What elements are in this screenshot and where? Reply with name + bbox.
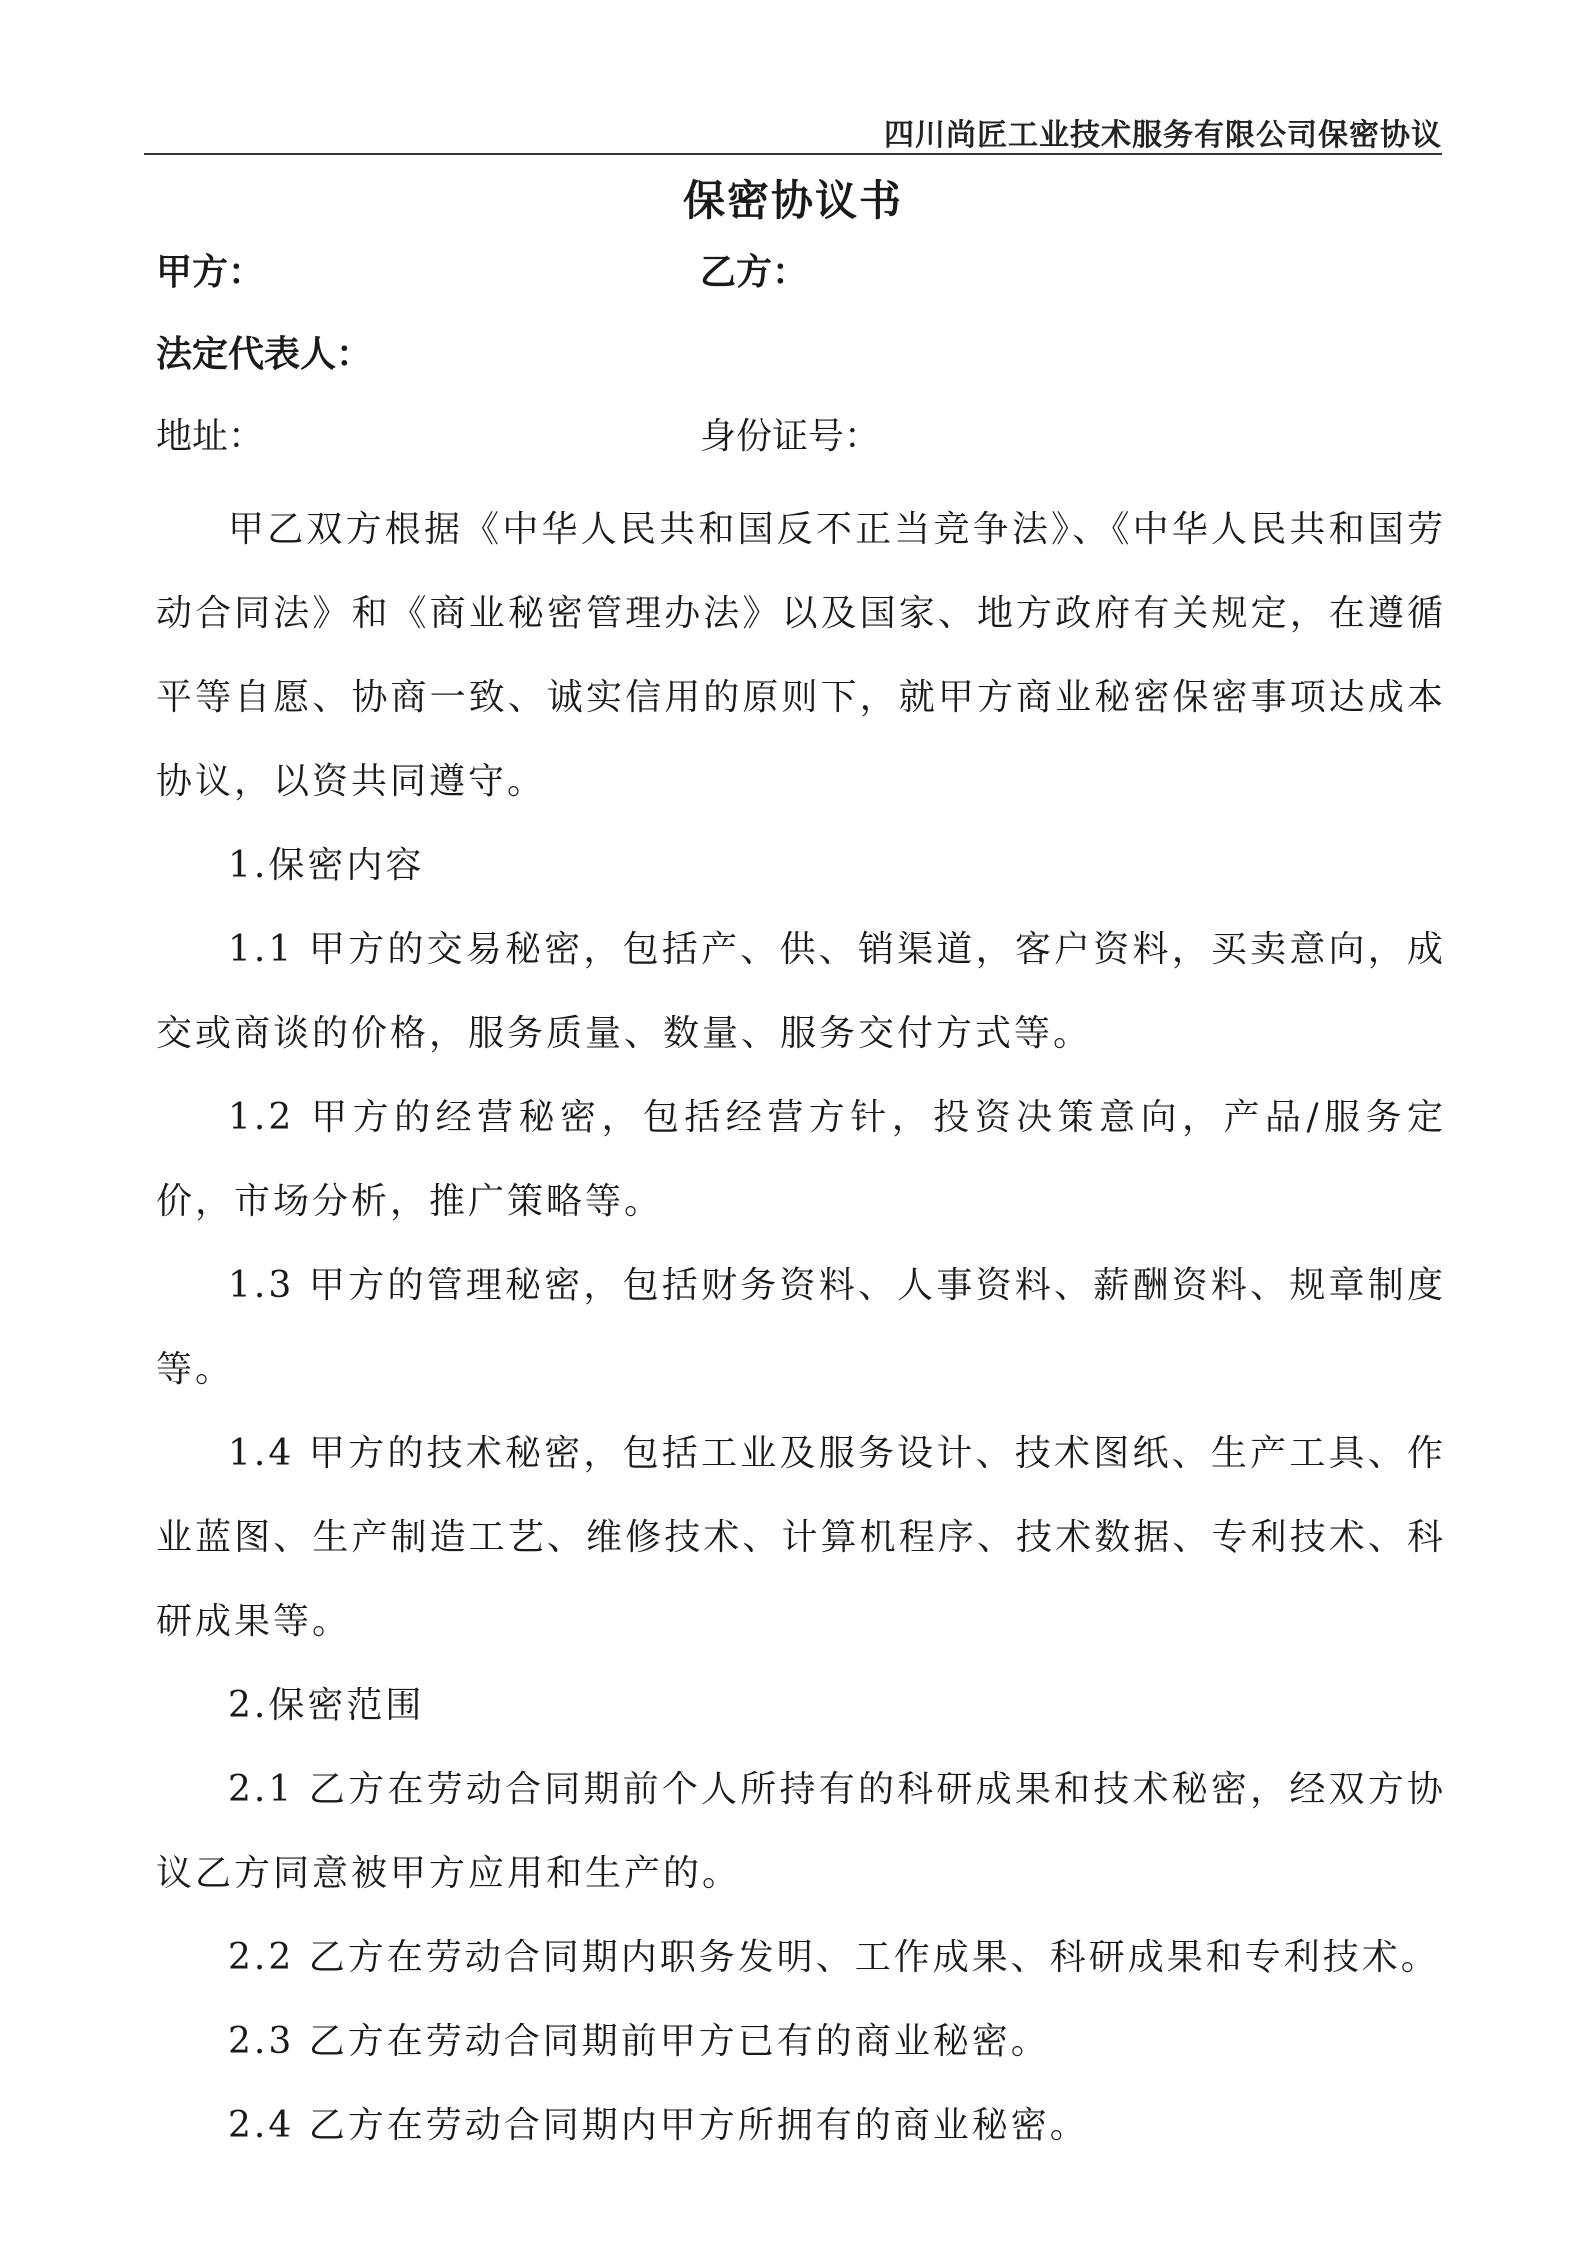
clause-2-1: 2.1 乙方在劳动合同期前个人所持有的科研成果和技术秘密，经双方协议乙方同意被甲方应用和生产的。: [156, 1769, 1446, 1894]
clause-1-2: 1.2 甲方的经营秘密，包括经营方针，投资决策意向，产品/服务定价，市场分析，推广策略等。: [156, 1097, 1446, 1222]
running-header: 四川尚匠工业技术服务有限公司保密协议: [884, 118, 1442, 153]
section-heading-1: 1.保密内容: [228, 845, 425, 886]
party-row-1: [156, 244, 1446, 294]
party-row-2: [156, 326, 1446, 376]
clause-1-4: 1.4 甲方的技术秘密，包括工业及服务设计、技术图纸、生产工具、作业蓝图、生产制造工艺、维修技术、计算机程序、技术数据、专利技术、科研成果等。: [156, 1433, 1446, 1642]
party-a-label: 甲方：: [156, 251, 265, 293]
section-heading-2: 2.保密范围: [228, 1685, 425, 1726]
document-title: 保密协议书: [682, 176, 903, 225]
document-body: [156, 488, 1446, 2168]
address-label: 地址：: [156, 416, 265, 457]
clause-2-3: 2.3 乙方在劳动合同期前甲方已有的商业秘密。: [228, 2021, 1050, 2062]
clause-2-4: 2.4 乙方在劳动合同期内甲方所拥有的商业秘密。: [228, 2105, 1089, 2146]
party-b-label: 乙方：: [700, 251, 809, 293]
header-divider: [144, 153, 1442, 155]
preamble-paragraph: 甲乙双方根据《中华人民共和国反不正当竞争法》、《中华人民共和国劳动合同法》和《商业秘密管理办法》以及国家、地方政府有关规定，在遵循平等自愿、协商一致、诚实信用的原则下，就甲方商业秘密保密事项达成本协议，以资共同遵守。: [156, 509, 1446, 802]
id-number-label: 身份证号：: [700, 416, 881, 457]
party-row-3: [156, 408, 1446, 458]
clause-2-2: 2.2 乙方在劳动合同期内职务发明、工作成果、科研成果和专利技术。: [228, 1937, 1440, 1978]
clause-1-3: 1.3 甲方的管理秘密，包括财务资料、人事资料、薪酬资料、规章制度等。: [156, 1265, 1446, 1390]
clause-1-1: 1.1 甲方的交易秘密，包括产、供、销渠道，客户资料，买卖意向，成交或商谈的价格，服务质量、数量、服务交付方式等。: [156, 929, 1446, 1054]
legal-rep-label: 法定代表人：: [156, 333, 373, 375]
